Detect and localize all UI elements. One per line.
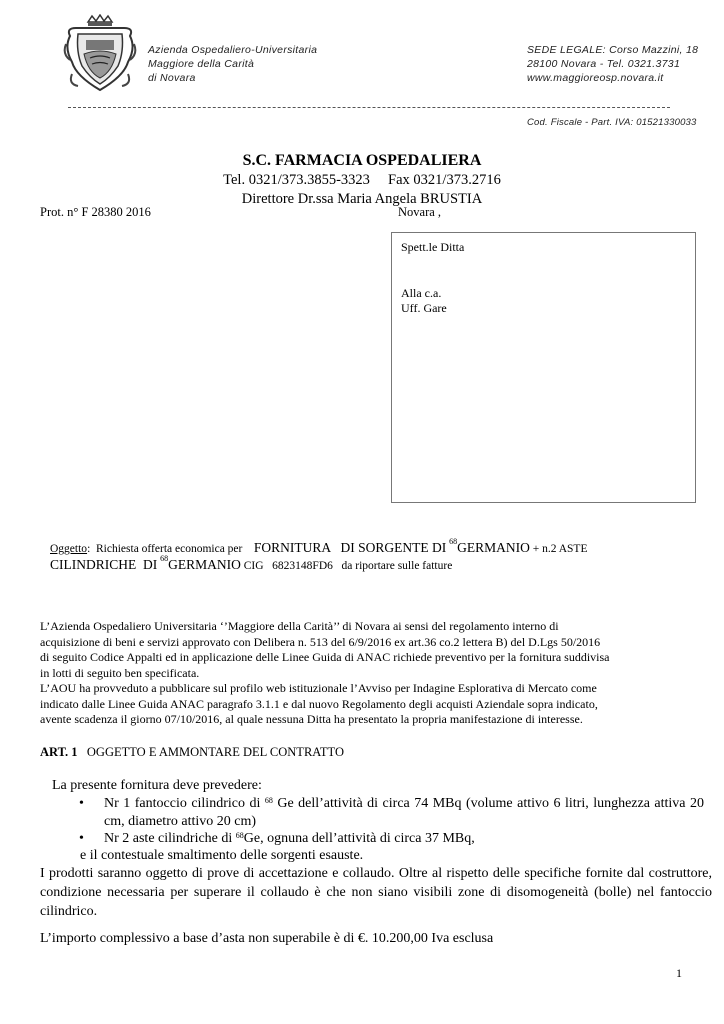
total-amount: L’importo complessivo a base d’asta non superabile è di €. 10.200,00 Iva esclusa [40, 931, 494, 946]
director-line: Direttore Dr.ssa Maria Angela BRUSTIA [241, 191, 483, 207]
isotope-number: 68 [235, 831, 244, 840]
testing-paragraph: I prodotti saranno oggetto di prove di accettazione e collaudo. Oltre al rispetto delle specifiche fornite dal costruttore, condizione necessaria per superare il collaudo è che non siano visibili zone di disomogeneità (bolle) nel fantoccio cilindrico. [40, 866, 712, 919]
subject-germanium: GERMANIO [168, 557, 241, 572]
bullet-item-rods [104, 830, 704, 848]
recipient-attention [401, 286, 447, 316]
subject-rods: + n.2 ASTE [532, 543, 588, 555]
intro-line: in lotti di seguito ben specificata. [40, 665, 200, 680]
hospital-name-line: Azienda Ospedaliero-Universitaria [148, 44, 318, 56]
bullet-dot: • [79, 831, 84, 846]
disposal-line: e il contestuale smaltimento delle sorgenti esauste. [80, 848, 364, 863]
intro-line: L’Azienda Ospedaliero Universitaria ‘’Maggiore della Carità’’ di Novara ai sensi del regolamento interno di [40, 619, 559, 633]
supply-intro: La presente fornitura deve prevedere: [52, 778, 262, 793]
isotope-number: 68 [264, 796, 273, 805]
subject-invoice-note: da riportare sulle fatture [341, 560, 453, 572]
subject-germanium: GERMANIO [457, 540, 530, 555]
tax-code: Cod. Fiscale - Part. IVA: 01521330033 [527, 117, 697, 128]
bullet-text: Nr 1 fantoccio cilindrico di [104, 796, 261, 811]
contact-phone-fax: Tel. 0321/373.3855-3323 Fax 0321/373.2716 [223, 172, 501, 188]
subject-line-1 [50, 537, 588, 556]
hospital-name-line: Maggiore della Carità [148, 58, 255, 70]
subject-request-text: Richiesta offerta economica per [96, 543, 243, 555]
hospital-crest-logo [62, 14, 138, 96]
intro-line: acquisizione di beni e servizi approvato con Delibera n. 513 del 6/9/2016 ex art.36 co.2 lettera B) del D.Lgs 50/2016 [40, 634, 601, 649]
page-number: 1 [676, 966, 682, 980]
department-title: S.C. FARMACIA OSPEDALIERA [242, 152, 482, 169]
website-link[interactable]: www.maggioreosp.novara.it [527, 72, 664, 84]
hospital-name-block [148, 43, 317, 85]
cig-code: CIG 6823148FD6 [243, 560, 333, 572]
hospital-name-line: di Novara [148, 72, 196, 84]
recipient-salutation: Spett.le Ditta [401, 240, 465, 254]
subject-label: Oggetto [50, 543, 88, 555]
subject-supply: FORNITURA DI SORGENTE DI [253, 540, 447, 555]
intro-line: di seguito Codice Appalti ed in applicazione delle Linee Guida di ANAC richiede preventivo per la fornitura suddivisa [40, 650, 610, 664]
article-title: OGGETTO E AMMONTARE DEL CONTRATTO [86, 745, 344, 759]
intro-line: avente scadenza il giorno 07/10/2016, al quale nessuna Ditta ha presentato la propria manifestazione di interesse. [40, 712, 583, 726]
protocol-number: Prot. n° F 28380 2016 [40, 205, 151, 219]
place-date: Novara , [398, 205, 442, 219]
header-divider [68, 107, 670, 108]
bullet-text: Ge, ognuna dell’attività di circa 37 MBq, [243, 831, 475, 846]
intro-line: L’AOU ha provveduto a pubblicare sul profilo web istituzionale l’Avviso per Indagine Esplorativa di Mercato come [40, 681, 597, 695]
recipient-address-box [391, 232, 696, 503]
office-line: Uff. Gare [401, 301, 447, 315]
intro-line: indicato dalle Linee Guida ANAC paragrafo 3.1.1 e dal nuovo Regolamento degli acquisti Aziendale sopra indicato, [40, 696, 598, 711]
subject-line-2 [50, 554, 453, 573]
subject-cylindrical: CILINDRICHE DI [50, 557, 158, 572]
isotope-number: 68 [160, 554, 169, 563]
subject-colon: : [87, 543, 91, 555]
intro-paragraph [40, 619, 680, 728]
isotope-number: 68 [449, 537, 458, 546]
bullet-text: Nr 2 aste cilindriche di [104, 831, 233, 846]
legal-address-line: 28100 Novara - Tel. 0321.3731 [527, 58, 681, 70]
attention-line: Alla c.a. [401, 286, 442, 300]
legal-address-line: SEDE LEGALE: Corso Mazzini, 18 [527, 44, 699, 56]
bullet-dot: • [79, 796, 84, 811]
legal-address-block [527, 43, 698, 85]
article-number: ART. 1 [40, 745, 78, 759]
bullet-text: Ge dell’attività di circa 74 MBq (volume attivo 6 litri, lunghezza attiva 20 cm, diametro attivo 20 cm) [104, 796, 705, 829]
article-heading [40, 745, 344, 760]
bullet-item-phantom [104, 795, 704, 831]
